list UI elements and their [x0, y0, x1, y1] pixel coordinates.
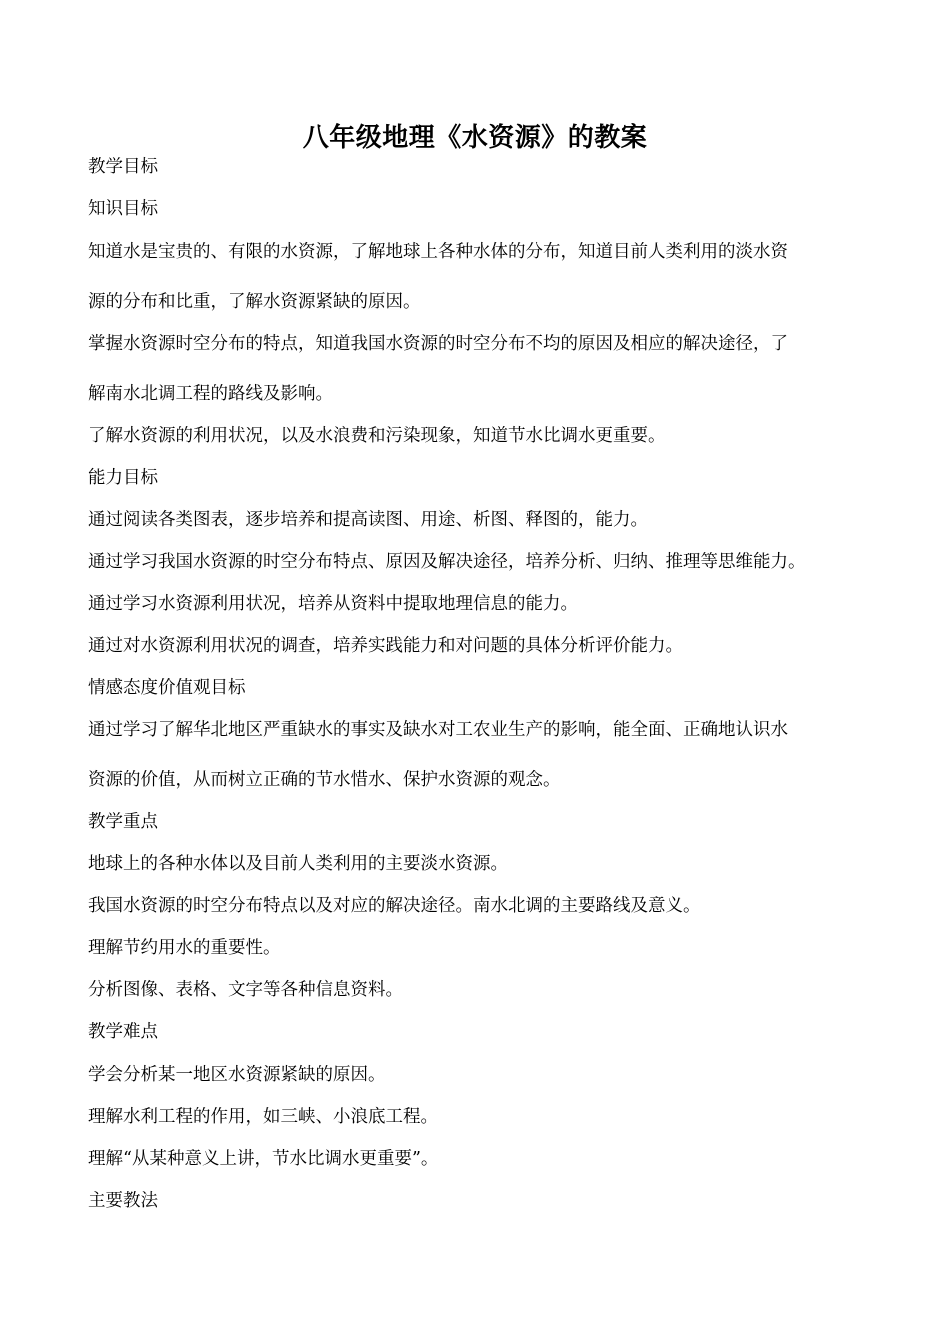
document-title: 八年级地理《水资源》的教案 — [302, 123, 648, 153]
paragraph-line: 知道水是宝贵的、有限的水资源，了解地球上各种水体的分布，知道目前人类利用的淡水资 — [88, 242, 788, 262]
paragraph-line: 掌握水资源时空分布的特点，知道我国水资源的时空分布不均的原因及相应的解决途径，了 — [88, 334, 788, 354]
paragraph-line: 分析图像、表格、文字等各种信息资料。 — [88, 980, 403, 1000]
paragraph-line: 源的分布和比重，了解水资源紧缺的原因。 — [88, 292, 421, 312]
section-heading-teaching-goals: 教学目标 — [88, 157, 158, 177]
paragraph-line: 理解“从某种意义上讲，节水比调水更重要”。 — [88, 1149, 439, 1169]
section-heading-key-points: 教学重点 — [88, 812, 158, 832]
paragraph-line: 我国水资源的时空分布特点以及对应的解决途径。南水北调的主要路线及意义。 — [88, 896, 701, 916]
paragraph-line: 学会分析某一地区水资源紧缺的原因。 — [88, 1065, 386, 1085]
paragraph-line: 解南水北调工程的路线及影响。 — [88, 384, 333, 404]
section-heading-teaching-methods: 主要教法 — [88, 1191, 158, 1211]
paragraph-line: 通过学习我国水资源的时空分布特点、原因及解决途径，培养分析、归纳、推理等思维能力。 — [88, 552, 806, 572]
paragraph-line: 理解水利工程的作用，如三峡、小浪底工程。 — [88, 1107, 438, 1127]
paragraph-line: 理解节约用水的重要性。 — [88, 938, 281, 958]
section-heading-difficulties: 教学难点 — [88, 1022, 158, 1042]
paragraph-line: 资源的价值，从而树立正确的节水惜水、保护水资源的观念。 — [88, 770, 561, 790]
subheading-attitude-goals: 情感态度价值观目标 — [88, 678, 246, 698]
paragraph-line: 通过对水资源利用状况的调查，培养实践能力和对问题的具体分析评价能力。 — [88, 636, 683, 656]
paragraph-line: 地球上的各种水体以及目前人类利用的主要淡水资源。 — [88, 854, 508, 874]
paragraph-line: 通过学习水资源利用状况，培养从资料中提取地理信息的能力。 — [88, 594, 578, 614]
subheading-knowledge-goals: 知识目标 — [88, 199, 158, 219]
paragraph-line: 通过学习了解华北地区严重缺水的事实及缺水对工农业生产的影响，能全面、正确地认识水 — [88, 720, 788, 740]
paragraph-line: 了解水资源的利用状况，以及水浪费和污染现象，知道节水比调水更重要。 — [88, 426, 666, 446]
subheading-ability-goals: 能力目标 — [88, 468, 158, 488]
paragraph-line: 通过阅读各类图表，逐步培养和提高读图、用途、析图、释图的，能力。 — [88, 510, 648, 530]
